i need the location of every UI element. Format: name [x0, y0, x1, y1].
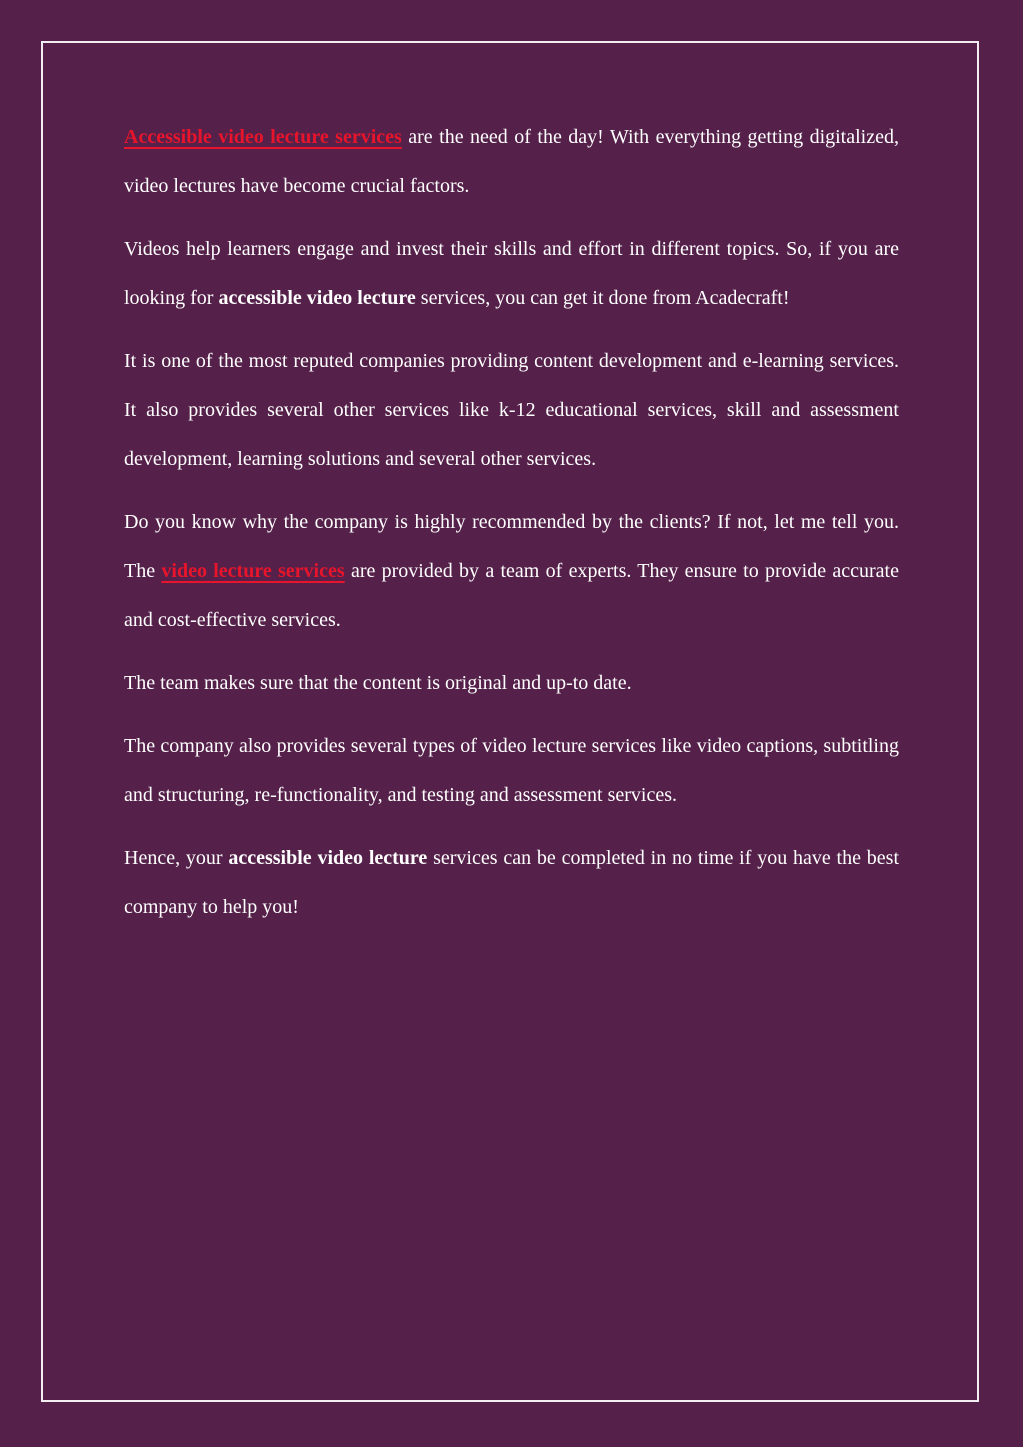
paragraph-text: The team makes sure that the content is original and up-to date.: [124, 672, 632, 694]
paragraph-conclusion: [124, 834, 899, 932]
paragraph-videos-help: [124, 225, 899, 323]
paragraph-text: are the need of the day! With everything getting digitalized, video lectures have become crucial factors.: [124, 126, 899, 197]
paragraph-text: The company also provides several types of video lecture services like video captions, subtitling and structuring, re-functionality, and testing and assessment services.: [124, 735, 899, 806]
accessible-video-lecture-services-link[interactable]: Accessible video lecture services: [124, 126, 402, 148]
paragraph-original-content: [124, 659, 899, 708]
document-body: [124, 113, 899, 946]
video-lecture-services-link[interactable]: video lecture services: [161, 560, 345, 582]
paragraph-text: services can be completed in no time if you have the best company to help you!: [124, 847, 900, 918]
paragraph-text: services, you can get it done from Acadecraft!: [415, 287, 790, 309]
paragraph-service-types: [124, 722, 899, 820]
paragraph-text: are provided by a team of experts. They ensure to provide accurate and cost-effective services.: [124, 560, 899, 631]
bold-keyword: accessible video lecture: [228, 847, 428, 869]
paragraph-intro: [124, 113, 899, 211]
bold-keyword: accessible video lecture: [218, 287, 416, 309]
paragraph-text: Videos help learners engage and invest their skills and effort in different topics. So, if you are looking for: [124, 238, 899, 309]
paragraph-company-reputation: [124, 337, 899, 484]
paragraph-text: Hence, your: [124, 847, 229, 869]
paragraph-text: It is one of the most reputed companies providing content development and e-learning services. It also provides several other services like k-12 educational services, skill and assessment development, learning solutions and several other services.: [124, 350, 899, 470]
paragraph-text: Do you know why the company is highly recommended by the clients? If not, let me tell you. The: [124, 511, 899, 582]
paragraph-recommended: [124, 498, 899, 645]
